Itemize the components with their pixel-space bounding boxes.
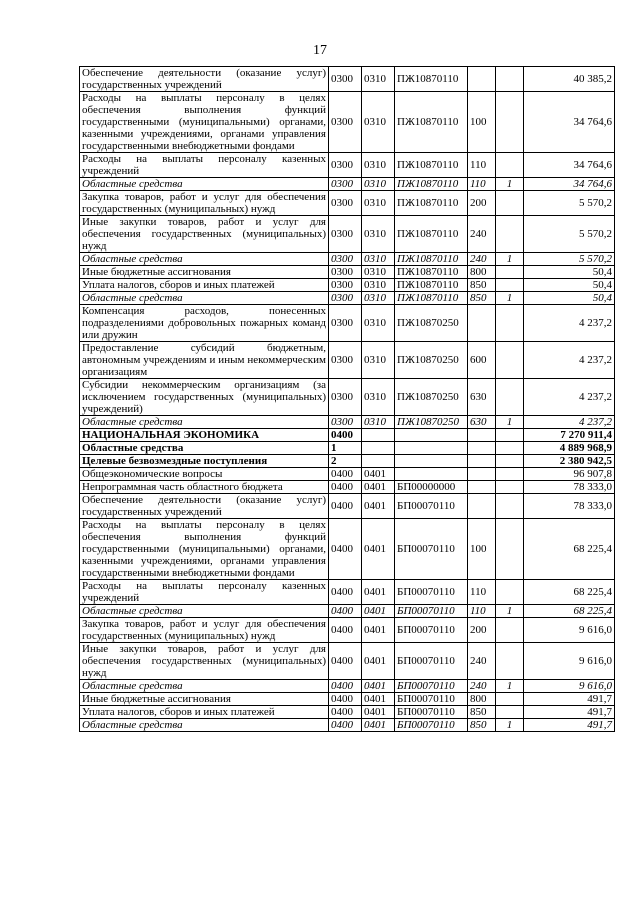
target-article-code: ПЖ10870110 (395, 92, 468, 153)
subsection-code: 0401 (362, 494, 395, 519)
amount: 4 237,2 (524, 379, 615, 416)
funding-source-code (496, 643, 524, 680)
table-row (80, 416, 615, 429)
section-code: 0300 (329, 416, 362, 429)
amount: 5 570,2 (524, 216, 615, 253)
funding-source-code (496, 429, 524, 442)
section-code: 0300 (329, 216, 362, 253)
section-code: 0300 (329, 305, 362, 342)
target-article-code (395, 468, 468, 481)
item-name: Расходы на выплаты персоналу казенных учреждений (80, 153, 329, 178)
table-row (80, 279, 615, 292)
funding-source-code (496, 580, 524, 605)
funding-source-code (496, 153, 524, 178)
section-code: 0300 (329, 266, 362, 279)
table-row (80, 580, 615, 605)
target-article-code: ПЖ10870110 (395, 253, 468, 266)
funding-source-code (496, 216, 524, 253)
table-row (80, 442, 615, 455)
expense-type-code (468, 305, 496, 342)
section-code: 0400 (329, 519, 362, 580)
table-row (80, 429, 615, 442)
item-name: Иные закупки товаров, работ и услуг для обеспечения государственных (муниципальных) нужд (80, 216, 329, 253)
section-code: 0300 (329, 253, 362, 266)
amount: 4 889 968,9 (524, 442, 615, 455)
item-name: Областные средства (80, 178, 329, 191)
section-code: 0400 (329, 693, 362, 706)
subsection-code: 0310 (362, 92, 395, 153)
table-row (80, 494, 615, 519)
amount: 9 616,0 (524, 618, 615, 643)
item-name: Иные закупки товаров, работ и услуг для обеспечения государственных (муниципальных) нужд (80, 643, 329, 680)
amount: 34 764,6 (524, 92, 615, 153)
amount: 50,4 (524, 266, 615, 279)
target-article-code: ПЖ10870110 (395, 292, 468, 305)
section-code: 0300 (329, 92, 362, 153)
expense-type-code: 240 (468, 680, 496, 693)
item-name: Расходы на выплаты персоналу в целях обеспечения выполнения функций государственными (муниципальными) органами, казенными учреждениями, органами управления государственными внебюджетными фондами (80, 519, 329, 580)
expense-type-code: 850 (468, 706, 496, 719)
expense-type-code: 110 (468, 580, 496, 605)
subsection-code: 0310 (362, 191, 395, 216)
target-article-code: ПЖ10870110 (395, 153, 468, 178)
funding-source-code (496, 693, 524, 706)
funding-source-code (496, 455, 524, 468)
table-row (80, 305, 615, 342)
item-name: Компенсация расходов, понесенных подразделениями добровольных пожарных команд или дружин (80, 305, 329, 342)
table-row (80, 266, 615, 279)
table-row (80, 719, 615, 732)
subsection-code: 0401 (362, 680, 395, 693)
expense-type-code (468, 429, 496, 442)
expense-type-code (468, 67, 496, 92)
amount: 9 616,0 (524, 680, 615, 693)
table-row (80, 643, 615, 680)
target-article-code: ПЖ10870110 (395, 279, 468, 292)
subsection-code: 0310 (362, 379, 395, 416)
expense-type-code (468, 494, 496, 519)
amount: 68 225,4 (524, 519, 615, 580)
funding-source-code (496, 706, 524, 719)
table-row (80, 342, 615, 379)
item-name: Обеспечение деятельности (оказание услуг) государственных учреждений (80, 67, 329, 92)
section-code: 0400 (329, 719, 362, 732)
item-name: Уплата налогов, сборов и иных платежей (80, 279, 329, 292)
target-article-code: БП00070110 (395, 580, 468, 605)
funding-source-code (496, 67, 524, 92)
subsection-code: 0310 (362, 416, 395, 429)
subsection-code: 0310 (362, 178, 395, 191)
expense-type-code: 600 (468, 342, 496, 379)
section-code: 0300 (329, 292, 362, 305)
item-name: Закупка товаров, работ и услуг для обеспечения государственных (муниципальных) нужд (80, 618, 329, 643)
item-name: Расходы на выплаты персоналу в целях обеспечения выполнения функций государственными (муниципальными) органами, казенными учреждениями, органами управления государственными внебюджетными фондами (80, 92, 329, 153)
target-article-code: БП00070110 (395, 680, 468, 693)
amount: 5 570,2 (524, 253, 615, 266)
item-name: Областные средства (80, 605, 329, 618)
expense-type-code: 240 (468, 216, 496, 253)
table-row (80, 693, 615, 706)
target-article-code: БП00070110 (395, 494, 468, 519)
page-number: 17 (313, 43, 327, 58)
subsection-code: 0401 (362, 693, 395, 706)
expense-type-code: 850 (468, 292, 496, 305)
funding-source-code: 1 (496, 416, 524, 429)
subsection-code: 0401 (362, 643, 395, 680)
section-code: 0400 (329, 605, 362, 618)
expense-type-code: 800 (468, 693, 496, 706)
table-row (80, 178, 615, 191)
funding-source-code (496, 305, 524, 342)
section-code: 0400 (329, 481, 362, 494)
budget-table (79, 66, 615, 732)
item-name: Субсидии некоммерческим организациям (за исключением государственных (муниципальных) учреждений) (80, 379, 329, 416)
section-code: 0300 (329, 279, 362, 292)
expense-type-code: 630 (468, 416, 496, 429)
subsection-code: 0401 (362, 580, 395, 605)
expense-type-code: 200 (468, 191, 496, 216)
amount: 4 237,2 (524, 305, 615, 342)
table-row (80, 67, 615, 92)
amount: 34 764,6 (524, 178, 615, 191)
section-code: 1 (329, 442, 362, 455)
target-article-code (395, 455, 468, 468)
amount: 5 570,2 (524, 191, 615, 216)
funding-source-code: 1 (496, 292, 524, 305)
subsection-code: 0310 (362, 266, 395, 279)
expense-type-code (468, 481, 496, 494)
amount: 50,4 (524, 292, 615, 305)
target-article-code: БП00070110 (395, 706, 468, 719)
item-name: Обеспечение деятельности (оказание услуг) государственных учреждений (80, 494, 329, 519)
amount: 491,7 (524, 693, 615, 706)
table-row (80, 706, 615, 719)
funding-source-code (496, 92, 524, 153)
amount: 2 380 942,5 (524, 455, 615, 468)
target-article-code: ПЖ10870110 (395, 67, 468, 92)
funding-source-code: 1 (496, 680, 524, 693)
item-name: Расходы на выплаты персоналу казенных учреждений (80, 580, 329, 605)
funding-source-code (496, 481, 524, 494)
funding-source-code (496, 379, 524, 416)
funding-source-code (496, 468, 524, 481)
subsection-code: 0310 (362, 342, 395, 379)
table-row (80, 292, 615, 305)
subsection-code: 0310 (362, 216, 395, 253)
subsection-code: 0401 (362, 706, 395, 719)
amount: 68 225,4 (524, 580, 615, 605)
expense-type-code: 100 (468, 92, 496, 153)
section-code: 0300 (329, 379, 362, 416)
section-code: 0400 (329, 429, 362, 442)
target-article-code: ПЖ10870250 (395, 379, 468, 416)
amount: 78 333,0 (524, 481, 615, 494)
item-name: Закупка товаров, работ и услуг для обеспечения государственных (муниципальных) нужд (80, 191, 329, 216)
subsection-code: 0401 (362, 481, 395, 494)
target-article-code: БП00000000 (395, 481, 468, 494)
funding-source-code (496, 342, 524, 379)
section-code: 0400 (329, 643, 362, 680)
expense-type-code: 850 (468, 279, 496, 292)
target-article-code: БП00070110 (395, 519, 468, 580)
section-code: 0300 (329, 342, 362, 379)
amount: 4 237,2 (524, 416, 615, 429)
table-row (80, 618, 615, 643)
target-article-code: БП00070110 (395, 719, 468, 732)
item-name: Областные средства (80, 442, 329, 455)
subsection-code: 0401 (362, 468, 395, 481)
item-name: Областные средства (80, 719, 329, 732)
expense-type-code: 240 (468, 253, 496, 266)
funding-source-code (496, 519, 524, 580)
expense-type-code (468, 442, 496, 455)
subsection-code: 0401 (362, 719, 395, 732)
item-name: Областные средства (80, 253, 329, 266)
item-name: Уплата налогов, сборов и иных платежей (80, 706, 329, 719)
expense-type-code: 850 (468, 719, 496, 732)
funding-source-code (496, 266, 524, 279)
funding-source-code: 1 (496, 719, 524, 732)
target-article-code: ПЖ10870110 (395, 216, 468, 253)
section-code: 0400 (329, 494, 362, 519)
target-article-code: БП00070110 (395, 693, 468, 706)
subsection-code (362, 429, 395, 442)
target-article-code (395, 442, 468, 455)
amount: 4 237,2 (524, 342, 615, 379)
section-code: 0300 (329, 153, 362, 178)
expense-type-code: 110 (468, 605, 496, 618)
target-article-code: ПЖ10870250 (395, 305, 468, 342)
table-row (80, 481, 615, 494)
table-row (80, 379, 615, 416)
item-name: Областные средства (80, 292, 329, 305)
subsection-code: 0310 (362, 292, 395, 305)
expense-type-code: 110 (468, 178, 496, 191)
target-article-code: БП00070110 (395, 643, 468, 680)
target-article-code: ПЖ10870110 (395, 178, 468, 191)
subsection-code: 0310 (362, 253, 395, 266)
item-name: Целевые безвозмездные поступления (80, 455, 329, 468)
item-name: НАЦИОНАЛЬНАЯ ЭКОНОМИКА (80, 429, 329, 442)
amount: 491,7 (524, 719, 615, 732)
subsection-code: 0310 (362, 279, 395, 292)
subsection-code: 0401 (362, 605, 395, 618)
funding-source-code: 1 (496, 178, 524, 191)
amount: 68 225,4 (524, 605, 615, 618)
item-name: Непрограммная часть областного бюджета (80, 481, 329, 494)
subsection-code: 0310 (362, 153, 395, 178)
subsection-code: 0310 (362, 67, 395, 92)
expense-type-code: 800 (468, 266, 496, 279)
item-name: Предоставление субсидий бюджетным, автономным учреждениям и иным некоммерческим организациям (80, 342, 329, 379)
table-row (80, 216, 615, 253)
expense-type-code: 630 (468, 379, 496, 416)
table-row (80, 605, 615, 618)
table-row (80, 680, 615, 693)
table-row (80, 92, 615, 153)
section-code: 0400 (329, 680, 362, 693)
table-row (80, 468, 615, 481)
amount: 96 907,8 (524, 468, 615, 481)
section-code: 0400 (329, 706, 362, 719)
section-code: 0300 (329, 178, 362, 191)
funding-source-code (496, 191, 524, 216)
funding-source-code: 1 (496, 253, 524, 266)
section-code: 0300 (329, 191, 362, 216)
amount: 7 270 911,4 (524, 429, 615, 442)
expense-type-code (468, 468, 496, 481)
amount: 34 764,6 (524, 153, 615, 178)
funding-source-code: 1 (496, 605, 524, 618)
section-code: 2 (329, 455, 362, 468)
amount: 40 385,2 (524, 67, 615, 92)
funding-source-code (496, 442, 524, 455)
subsection-code: 0401 (362, 618, 395, 643)
expense-type-code: 240 (468, 643, 496, 680)
funding-source-code (496, 279, 524, 292)
target-article-code: БП00070110 (395, 605, 468, 618)
funding-source-code (496, 618, 524, 643)
expense-type-code: 200 (468, 618, 496, 643)
target-article-code: ПЖ10870250 (395, 416, 468, 429)
item-name: Областные средства (80, 680, 329, 693)
table-row (80, 191, 615, 216)
table-row (80, 153, 615, 178)
expense-type-code: 100 (468, 519, 496, 580)
target-article-code: ПЖ10870110 (395, 266, 468, 279)
expense-type-code (468, 455, 496, 468)
table-row (80, 253, 615, 266)
section-code: 0400 (329, 468, 362, 481)
section-code: 0400 (329, 618, 362, 643)
item-name: Областные средства (80, 416, 329, 429)
subsection-code (362, 455, 395, 468)
budget-rows (80, 67, 615, 732)
expense-type-code: 110 (468, 153, 496, 178)
target-article-code (395, 429, 468, 442)
amount: 78 333,0 (524, 494, 615, 519)
amount: 50,4 (524, 279, 615, 292)
subsection-code: 0310 (362, 305, 395, 342)
subsection-code (362, 442, 395, 455)
table-row (80, 455, 615, 468)
funding-source-code (496, 494, 524, 519)
section-code: 0300 (329, 67, 362, 92)
section-code: 0400 (329, 580, 362, 605)
amount: 9 616,0 (524, 643, 615, 680)
item-name: Иные бюджетные ассигнования (80, 693, 329, 706)
item-name: Иные бюджетные ассигнования (80, 266, 329, 279)
target-article-code: БП00070110 (395, 618, 468, 643)
subsection-code: 0401 (362, 519, 395, 580)
target-article-code: ПЖ10870110 (395, 191, 468, 216)
table-row (80, 519, 615, 580)
target-article-code: ПЖ10870250 (395, 342, 468, 379)
amount: 491,7 (524, 706, 615, 719)
item-name: Общеэкономические вопросы (80, 468, 329, 481)
